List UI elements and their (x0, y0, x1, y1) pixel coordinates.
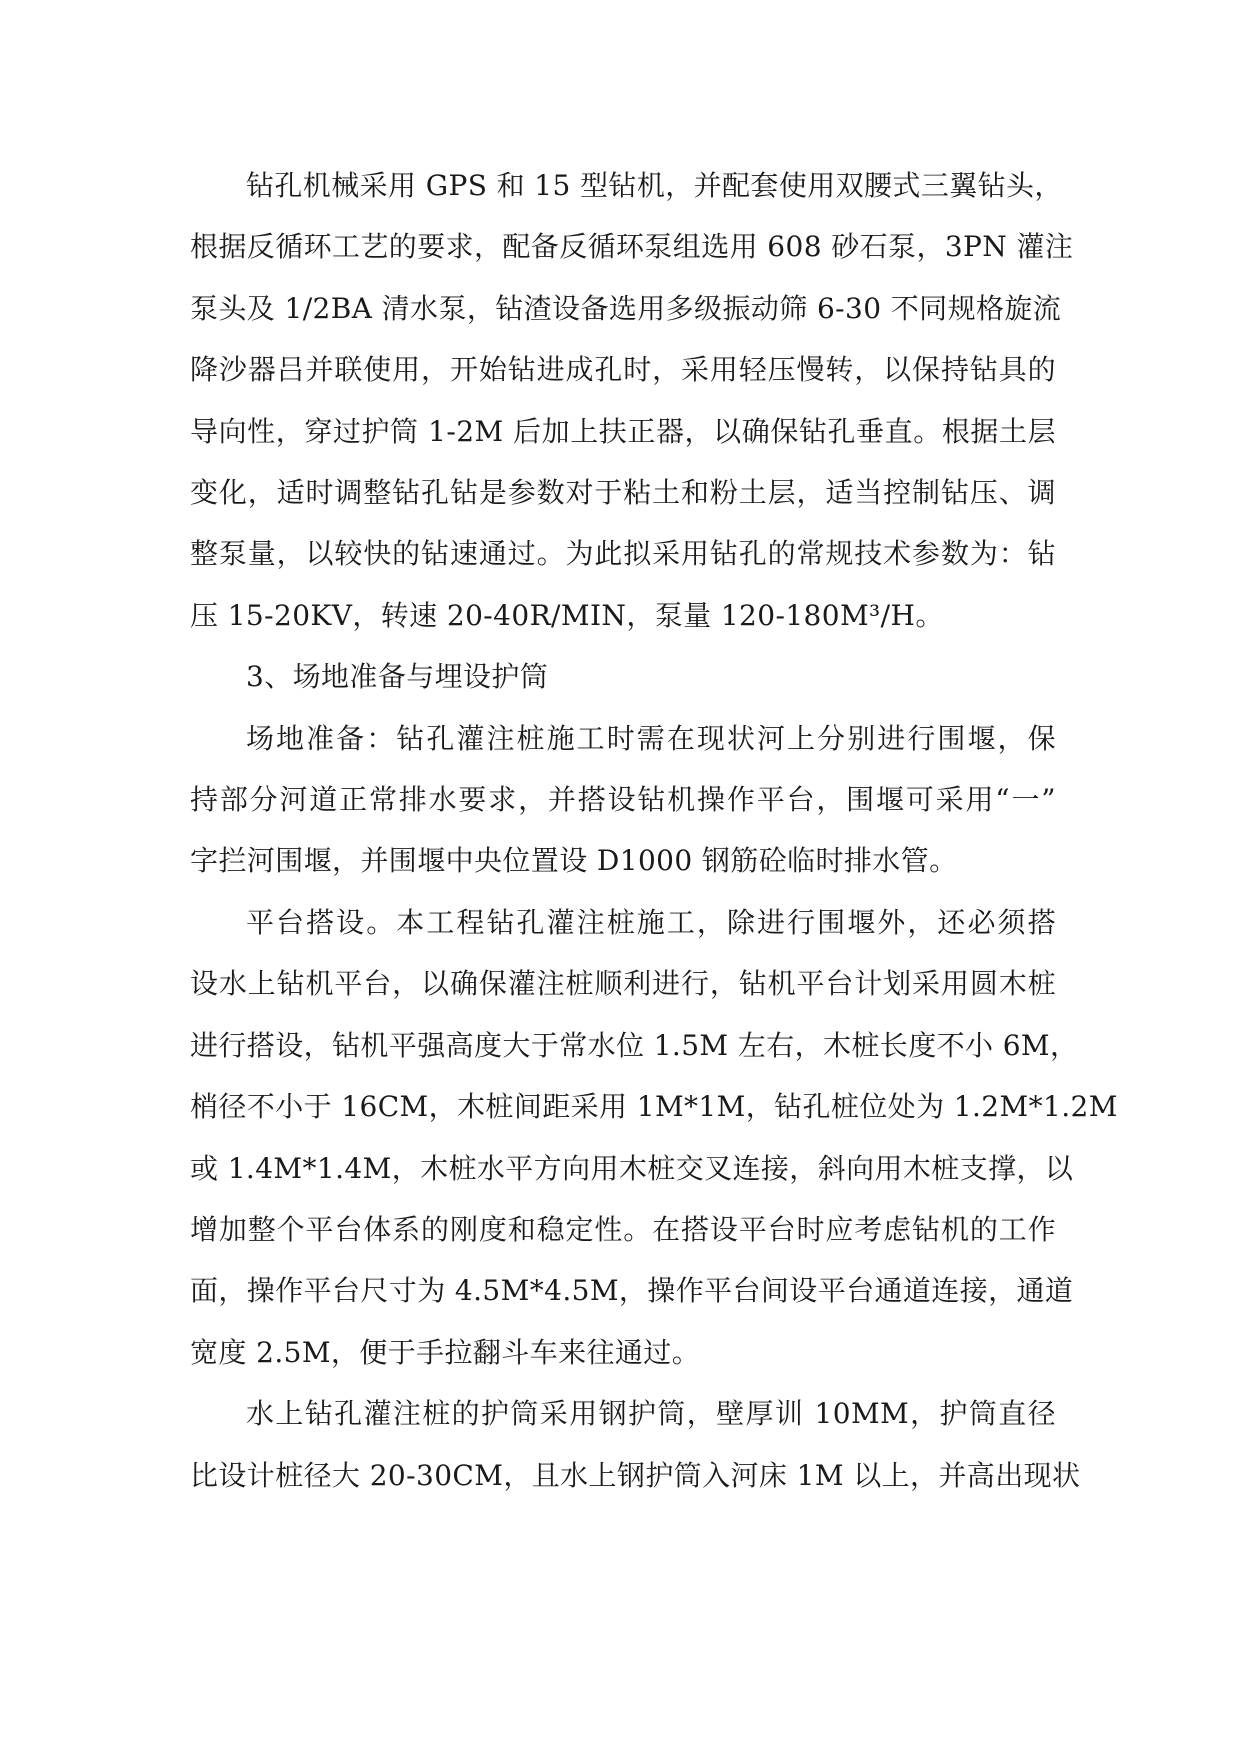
text-line: 梢径不小于 16CM，木桩间距采用 1M*1M，钻孔桩位处为 1.2M*1.2M (190, 1090, 1118, 1124)
document-body (190, 155, 1118, 1506)
text-line: 降沙器吕并联使用，开始钻进成孔时，采用轻压慢转，以保持钻具的 (190, 353, 1056, 387)
text-line: 比设计桩径大 20-30CM，且水上钢护筒入河床 1M 以上，并高出现状 (190, 1458, 1081, 1492)
text-line: 字拦河围堰，并围堰中央位置设 D1000 钢筋砼临时排水管。 (190, 844, 958, 878)
paragraph-drilling-equipment (190, 155, 1074, 646)
text-line: 根据反循环工艺的要求，配备反循环泵组选用 608 砂石泵，3PN 灌注 (190, 230, 1074, 264)
text-line: 整泵量，以较快的钻速通过。为此拟采用钻孔的常规技术参数为：钻 (190, 537, 1056, 571)
text-line: 导向性，穿过护筒 1-2M 后加上扶正器，以确保钻孔垂直。根据土层 (190, 414, 1056, 448)
text-line: 平台搭设。本工程钻孔灌注桩施工，除进行围堰外，还必须搭 (246, 905, 1056, 939)
paragraph-site-preparation (190, 708, 1056, 892)
paragraph-steel-casing (190, 1383, 1081, 1506)
text-line: 或 1.4M*1.4M，木桩水平方向用木桩交叉连接，斜向用木桩支撑，以 (190, 1151, 1074, 1185)
text-line: 设水上钻机平台，以确保灌注桩顺利进行，钻机平台计划采用圆木桩 (190, 967, 1056, 1001)
text-line: 面，操作平台尺寸为 4.5M*4.5M，操作平台间设平台通道连接，通道 (190, 1274, 1074, 1308)
text-line: 增加整个平台体系的刚度和稳定性。在搭设平台时应考虑钻机的工作 (190, 1212, 1056, 1246)
text-line: 宽度 2.5M，便于手拉翻斗车来往通过。 (190, 1335, 701, 1369)
text-line: 持部分河道正常排水要求，并搭设钻机操作平台，围堰可采用“一” (190, 783, 1056, 817)
text-line: 变化，适时调整钻孔钻是参数对于粘土和粉土层，适当控制钻压、调 (190, 476, 1056, 510)
text-line: 钻孔机械采用 GPS 和 15 型钻机，并配套使用双腰式三翼钻头， (246, 169, 1063, 202)
text-line: 进行搭设，钻机平强高度大于常水位 1.5M 左右，木桩长度不小 6M， (190, 1028, 1079, 1062)
text-line: 场地准备：钻孔灌注桩施工时需在现状河上分别进行围堰，保 (246, 721, 1056, 755)
paragraph-platform-erection (190, 892, 1118, 1383)
text-line: 水上钻孔灌注桩的护筒采用钢护筒，壁厚训 10MM，护筒直径 (246, 1397, 1056, 1431)
section-heading (190, 646, 1056, 707)
text-line: 压 15-20KV，转速 20-40R/MIN，泵量 120-180M³/H。 (190, 598, 944, 632)
text-line: 泵头及 1/2BA 清水泵，钻渣设备选用多级振动筛 6-30 不同规格旋流 (190, 291, 1062, 325)
heading-text: 3、场地准备与埋设护筒 (246, 660, 549, 694)
